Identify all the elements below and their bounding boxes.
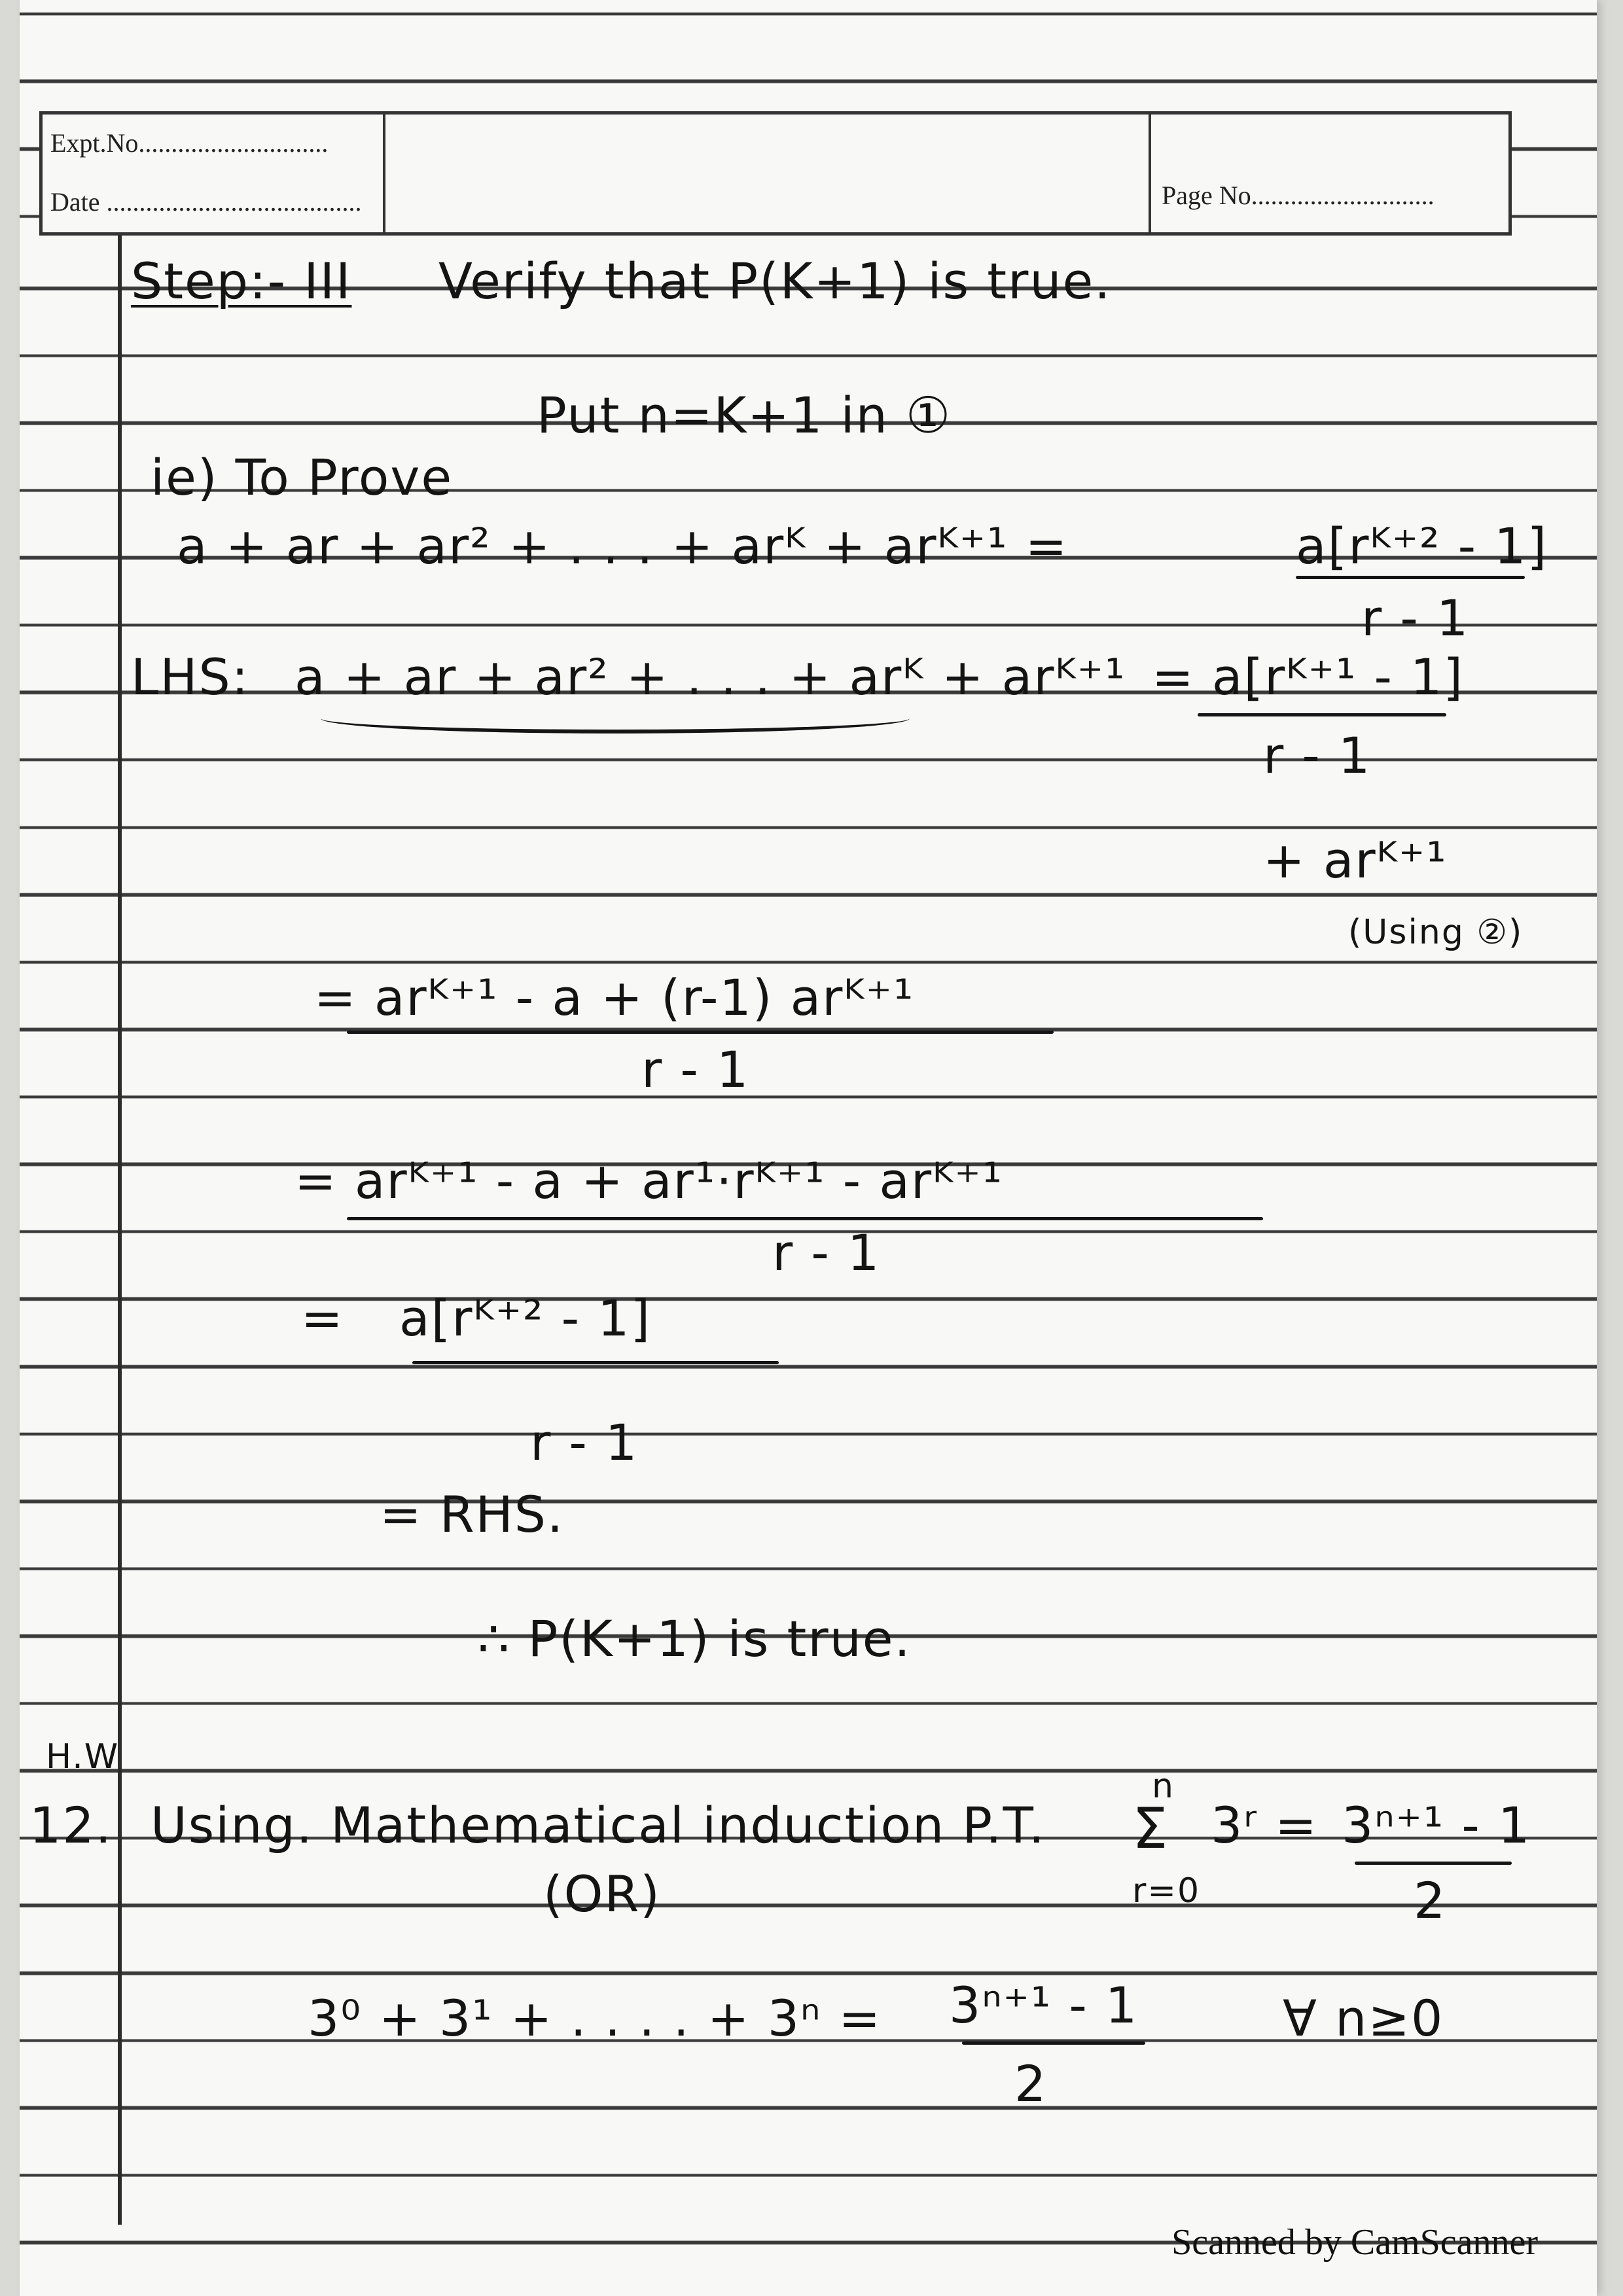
margin-line [118,222,122,2225]
lhs-sum-numerator: = a[rᴷ⁺¹ - 1] [1152,648,1465,706]
series-numerator: 3ⁿ⁺¹ - 1 [949,1976,1139,2034]
sum-denominator: 2 [1414,1871,1447,1930]
conclusion-line: ∴ P(K+1) is true. [478,1610,912,1668]
put-line: Put n=K+1 in ① [537,386,952,444]
page-header-box [39,111,1512,236]
prove-fraction-numerator: a[rᴷ⁺² - 1] [1296,517,1548,575]
sum-numerator: 3ⁿ⁺¹ - 1 [1342,1796,1531,1854]
step3-fraction-bar [412,1361,779,1364]
prove-fraction-denominator: r - 1 [1361,589,1470,647]
page-no-label: Page No............................ [1162,181,1435,210]
step2-denominator: r - 1 [772,1224,881,1282]
step-heading: Verify that P(K+1) is true. [438,252,1112,310]
sum-lower-limit: r=0 [1132,1871,1201,1911]
sum-fraction-bar [1355,1862,1512,1865]
sum-term: 3ʳ = [1211,1796,1318,1854]
underbrace [321,703,910,733]
series-fraction-bar [962,2041,1145,2045]
notebook-page [20,0,1597,2296]
lhs-sum-fraction-bar [1198,713,1446,716]
step3-numerator: a[rᴷ⁺² - 1] [399,1289,652,1347]
sum-upper-limit: n [1152,1767,1175,1806]
forall-condition: ∀ n≥0 [1283,1989,1444,2047]
prove-fraction-bar [1296,576,1525,579]
plus-term: + arᴷ⁺¹ [1263,831,1448,889]
sum-sign: Σ [1132,1796,1169,1862]
step2-numerator: = arᴷ⁺¹ - a + ar¹·rᴷ⁺¹ - arᴷ⁺¹ [294,1152,1004,1210]
step3-denominator: r - 1 [530,1413,639,1472]
step2-fraction-bar [347,1217,1263,1220]
using-note: (Using ②) [1348,913,1524,952]
series-expression: 3⁰ + 3¹ + . . . . + 3ⁿ = [308,1989,882,2047]
scanner-watermark: Scanned by CamScanner [1171,2222,1538,2263]
step1-numerator: = arᴷ⁺¹ - a + (r-1) arᴷ⁺¹ [314,968,915,1027]
lhs-expression: a + ar + ar² + . . . + arᴷ + arᴷ⁺¹ [294,648,1126,706]
step1-fraction-bar [347,1031,1054,1034]
or-label: (OR) [543,1865,661,1923]
question-number: 12. [29,1796,113,1854]
prove-equation-lhs: a + ar + ar² + . . . + arᴷ + arᴷ⁺¹ = [177,517,1069,575]
step1-denominator: r - 1 [641,1040,750,1099]
to-prove-label: ie) To Prove [151,448,454,506]
lhs-label: LHS: [131,648,250,706]
question-text: Using. Mathematical induction P.T. [151,1796,1046,1854]
series-denominator: 2 [1014,2055,1048,2113]
header-divider [1149,115,1151,232]
lhs-sum-denominator: r - 1 [1263,726,1372,785]
date-label: Date ....................................... [50,187,362,217]
homework-label: H.W [46,1737,120,1776]
step3-equals: = [301,1289,344,1347]
rhs-line: = RHS. [380,1485,565,1544]
step-label: Step:- III [131,252,352,310]
expt-no-label: Expt.No............................. [50,128,329,158]
